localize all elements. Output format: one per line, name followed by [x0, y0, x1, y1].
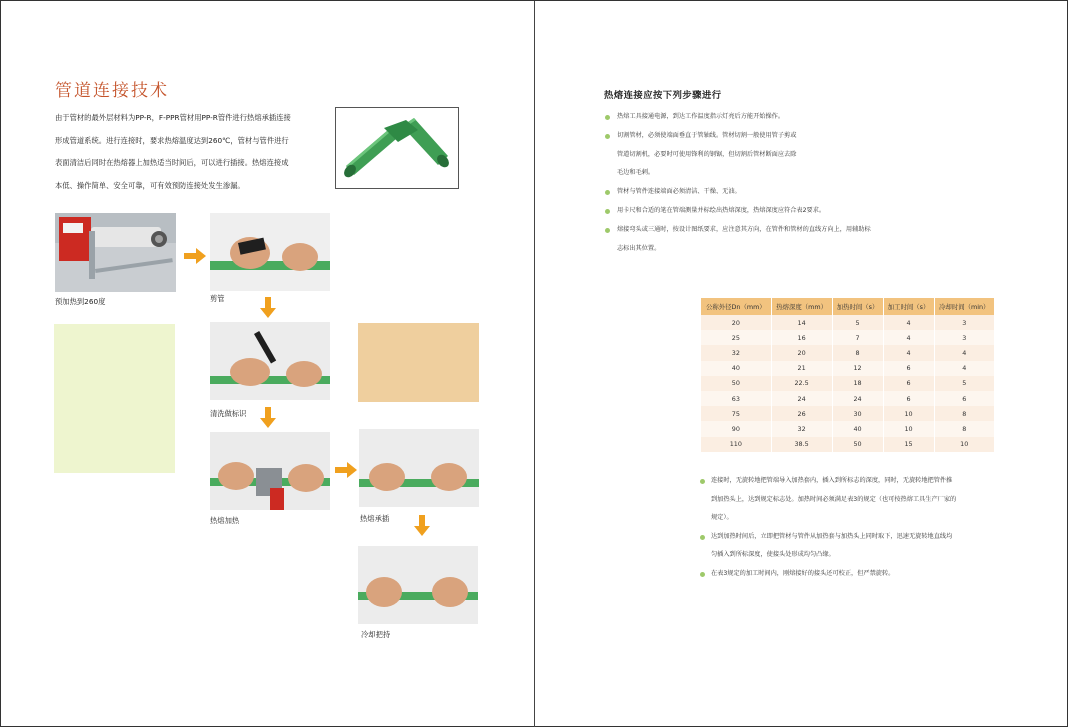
table-cell: 8 [934, 406, 995, 421]
intro-paragraph [55, 107, 325, 197]
photo-heat [210, 432, 330, 510]
table-cell: 32 [701, 345, 771, 360]
step-item [605, 221, 935, 240]
arrow-right-icon [184, 248, 206, 264]
bullet-dot-icon [605, 115, 610, 120]
table-row [701, 330, 995, 345]
notes-list [700, 472, 1010, 584]
intro-line: 表面清洁后同时在热熔器上加热适当时间后，可以进行插接。热熔连接成 [55, 158, 289, 167]
note-item [700, 491, 1010, 510]
photo-cut-pipe [210, 213, 330, 291]
table-cell: 10 [883, 421, 934, 436]
table-cell: 3 [934, 330, 995, 345]
caption-clean-mark: 清洗做标识 [210, 409, 247, 418]
step-item [605, 183, 935, 202]
table-cell: 22.5 [771, 376, 832, 391]
step-item [605, 146, 935, 165]
step-text: 熔接弯头或三通时，按设计图纸要求，应注意其方向，在管件和管材的直线方向上，用辅助标 [617, 225, 871, 233]
table-cell: 8 [832, 345, 883, 360]
table-cell: 18 [832, 376, 883, 391]
elbow-fitting-image [335, 107, 459, 189]
table-row [701, 437, 995, 452]
bullet-dot-icon [700, 479, 705, 484]
table-cell: 7 [832, 330, 883, 345]
note-text: 在表3规定的加工时间内，刚熔接好的接头还可校正，但严禁旋转。 [711, 569, 895, 577]
table-cell: 20 [701, 315, 771, 330]
table-cell: 38.5 [771, 437, 832, 452]
caption-cut: 剪管 [210, 294, 225, 303]
table-cell: 110 [701, 437, 771, 452]
table-row [701, 376, 995, 391]
step-item [605, 240, 935, 259]
table-header-cell: 加热时间（s） [832, 298, 883, 315]
table-cell: 63 [701, 391, 771, 406]
color-swatch-tan [358, 323, 479, 402]
caption-socket: 热熔承插 [360, 514, 390, 523]
arrow-down-icon [414, 515, 430, 536]
table-cell: 4 [883, 330, 934, 345]
step-item [605, 108, 935, 127]
table-cell: 6 [883, 391, 934, 406]
table-row [701, 345, 995, 360]
note-item [700, 565, 1010, 584]
note-text: 到加热头上，达到规定标志处。加热时间必须满足表3的规定（也可按热熔工具生产厂家的 [711, 495, 957, 503]
caption-heat: 热熔加热 [210, 516, 240, 525]
table-cell: 50 [832, 437, 883, 452]
steps-title: 热熔连接应按下列步骤进行 [604, 90, 722, 101]
caption-preheat: 预加热到260度 [55, 297, 106, 306]
table-cell: 5 [832, 315, 883, 330]
bullet-dot-icon [605, 190, 610, 195]
note-item [700, 546, 1010, 565]
arrow-down-icon [260, 407, 276, 428]
step-text: 毛边和毛刺。 [617, 169, 655, 177]
table-cell: 6 [883, 376, 934, 391]
step-text: 志标出其位置。 [617, 244, 661, 252]
note-text: 匀插入到所标深度，使接头处形成均匀凸缘。 [711, 551, 835, 559]
table-header-cell: 加工时间（s） [883, 298, 934, 315]
note-item [700, 509, 1010, 528]
table-cell: 21 [771, 361, 832, 376]
table-row [701, 391, 995, 406]
steps-list [605, 108, 935, 258]
bullet-dot-icon [605, 209, 610, 214]
table-header-cell: 冷却时间（min） [934, 298, 995, 315]
step-text: 管材与管件连接端面必须清洁、干燥、无油。 [617, 188, 741, 196]
table-row [701, 361, 995, 376]
note-item [700, 472, 1010, 491]
elbow-fitting-illustration [336, 108, 458, 188]
table-cell: 40 [701, 361, 771, 376]
photo-clean-mark [210, 322, 330, 400]
table-cell: 10 [934, 437, 995, 452]
photo-preheat-tool [55, 213, 176, 292]
table-cell: 15 [883, 437, 934, 452]
table-cell: 50 [701, 376, 771, 391]
bullet-dot-icon [700, 572, 705, 577]
table-cell: 25 [701, 330, 771, 345]
table-header-cell: 公称外径Dn（mm） [701, 298, 771, 315]
table-cell: 3 [934, 315, 995, 330]
table-cell: 5 [934, 376, 995, 391]
page-title: 管道连接技术 [55, 81, 169, 101]
table-cell: 12 [832, 361, 883, 376]
table-cell: 4 [883, 315, 934, 330]
caption-cool: 冷却把持 [361, 630, 391, 639]
table-cell: 30 [832, 406, 883, 421]
table-row [701, 315, 995, 330]
table-row [701, 421, 995, 436]
table-cell: 4 [883, 345, 934, 360]
intro-line: 本低、操作简单、安全可靠，可有效预防连接处发生渗漏。 [55, 180, 245, 190]
table-header-cell: 热熔深度（mm） [771, 298, 832, 315]
table-cell: 24 [832, 391, 883, 406]
table-cell: 32 [771, 421, 832, 436]
table-cell: 10 [883, 406, 934, 421]
step-text: 切割管材，必须使端面垂直于管轴线。管材切割一般使用管子剪或 [617, 131, 797, 139]
intro-line: 形成管道系统。进行连接时，要求热熔温度达到260℃，管材与管件进行 [55, 135, 289, 145]
table-cell: 4 [934, 361, 995, 376]
table-cell: 40 [832, 421, 883, 436]
page-fold-divider [534, 1, 535, 727]
intro-line: 由于管材的最外层材料为PP-R，F-PPR管材用PP-R管件进行热熔承插连接 [55, 113, 291, 122]
step-item [605, 164, 935, 183]
hot-melt-parameter-table [701, 298, 995, 452]
bullet-dot-icon [700, 535, 705, 540]
step-text: 管道切割机，必要时可使用锋利的钢锯，但切割后管材断面应去除 [617, 150, 797, 158]
table-cell: 14 [771, 315, 832, 330]
step-text: 用卡尺和合适的笔在管端测量并标绘出热熔深度，热熔深度应符合表2要求。 [617, 206, 826, 214]
color-swatch-green [54, 324, 175, 473]
table-cell: 6 [883, 361, 934, 376]
bullet-dot-icon [605, 134, 610, 139]
table-cell: 20 [771, 345, 832, 360]
note-text: 连接时，无旋转地把管端导入加热套内，插入到所标志的深度，同时，无旋转地把管件推 [711, 477, 953, 484]
table-header-row [701, 298, 995, 315]
table-cell: 26 [771, 406, 832, 421]
arrow-right-icon [335, 462, 357, 478]
note-text: 达到加热时间后，立即把管材与管件从加热套与加热头上同时取下，迅速无旋转地直线均 [711, 532, 953, 540]
photo-cool [358, 546, 478, 624]
table-cell: 75 [701, 406, 771, 421]
table-cell: 24 [771, 391, 832, 406]
table-cell: 4 [934, 345, 995, 360]
step-item [605, 127, 935, 146]
bullet-dot-icon [605, 228, 610, 233]
table-row [701, 406, 995, 421]
table-cell: 90 [701, 421, 771, 436]
note-text: 规定）。 [711, 514, 733, 522]
table-cell: 6 [934, 391, 995, 406]
table-cell: 8 [934, 421, 995, 436]
note-item [700, 528, 1010, 547]
step-text: 热熔工具接通电源，到达工作温度指示灯亮后方能开始操作。 [617, 113, 785, 120]
table-cell: 16 [771, 330, 832, 345]
photo-socket [359, 429, 479, 507]
step-item [605, 202, 935, 221]
arrow-down-icon [260, 297, 276, 318]
